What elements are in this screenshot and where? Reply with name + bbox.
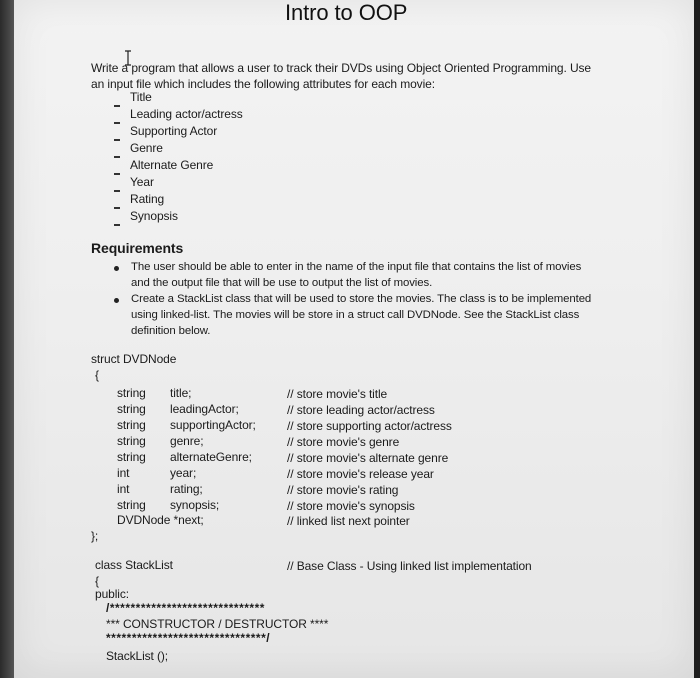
class-comment: // Base Class - Using linked list implementation [287, 559, 532, 573]
field-comment: // store movie's synopsis [287, 499, 415, 513]
list-dash [114, 224, 120, 226]
comment-stars-top: /****************************** [106, 601, 265, 615]
field-type: string [117, 386, 146, 400]
attribute-item: Year [130, 175, 154, 189]
field-type: string [117, 418, 146, 432]
field-name: synopsis; [170, 498, 220, 512]
comment-stars-bottom: *******************************/ [106, 631, 271, 645]
list-dash [114, 207, 120, 209]
requirement-2-line-1: Create a StackList class that will be used to store the movies. The class is to be implemented [131, 293, 592, 305]
field-type: DVDNode *next; [117, 513, 204, 527]
constructor-banner: *** CONSTRUCTOR / DESTRUCTOR **** [106, 617, 329, 631]
attribute-item: Title [130, 90, 152, 104]
list-dash [114, 173, 120, 175]
struct-close-brace: }; [91, 529, 99, 543]
field-type: int [117, 466, 130, 480]
field-comment: // store movie's release year [287, 467, 434, 481]
bullet [114, 266, 119, 271]
photo-edge [0, 0, 14, 678]
list-dash [114, 122, 120, 124]
struct-header: struct DVDNode [91, 352, 177, 366]
field-name: year; [170, 466, 197, 480]
requirement-1-line-2: and the output file that will be use to output the list of movies. [131, 277, 433, 289]
requirement-2-line-2: using linked-list. The movies will be store in a struct call DVDNode. See the StackList class [131, 309, 580, 321]
field-type: string [117, 498, 146, 512]
page-title: Intro to OOP [285, 0, 408, 25]
intro-line-2: an input file which includes the following attributes for each movie: [91, 77, 435, 91]
field-comment: // store leading actor/actress [287, 403, 435, 417]
field-type: string [117, 450, 146, 464]
field-comment: // store movie's genre [287, 435, 400, 449]
list-dash [114, 105, 120, 107]
struct-open-brace: { [95, 368, 99, 382]
list-dash [114, 190, 120, 192]
field-comment: // store movie's title [287, 387, 388, 401]
field-comment: // store movie's alternate genre [287, 451, 449, 465]
intro-line-1: Write a program that allows a user to track their DVDs using Object Oriented Programming. Use [91, 61, 592, 75]
field-type: string [117, 402, 146, 416]
list-dash [114, 156, 120, 158]
class-public-label: public: [95, 587, 129, 601]
class-open-brace: { [95, 574, 99, 588]
field-name: genre; [170, 434, 204, 448]
document-page [14, 0, 694, 678]
field-name: supportingActor; [170, 418, 256, 432]
attribute-item: Supporting Actor [130, 124, 218, 138]
bullet [114, 298, 119, 303]
requirement-2-line-3: definition below. [131, 325, 211, 337]
attribute-item: Leading actor/actress [130, 107, 243, 121]
requirements-heading: Requirements [91, 240, 184, 256]
field-type: int [117, 482, 130, 496]
class-header: class StackList [95, 558, 173, 572]
attribute-item: Synopsis [130, 209, 178, 223]
constructor-declaration: StackList (); [106, 649, 169, 663]
field-comment: // store movie's rating [287, 483, 399, 497]
attribute-item: Rating [130, 192, 165, 206]
field-comment: // linked list next pointer [287, 514, 410, 528]
list-dash [114, 139, 120, 141]
field-name: alternateGenre; [170, 450, 252, 464]
field-name: leadingActor; [170, 402, 239, 416]
field-comment: // store supporting actor/actress [287, 419, 452, 433]
attribute-item: Alternate Genre [130, 158, 214, 172]
field-name: title; [170, 386, 192, 400]
field-type: string [117, 434, 146, 448]
attribute-item: Genre [130, 141, 163, 155]
field-name: rating; [170, 482, 203, 496]
requirement-1-line-1: The user should be able to enter in the name of the input file that contains the list of movies [131, 261, 582, 273]
